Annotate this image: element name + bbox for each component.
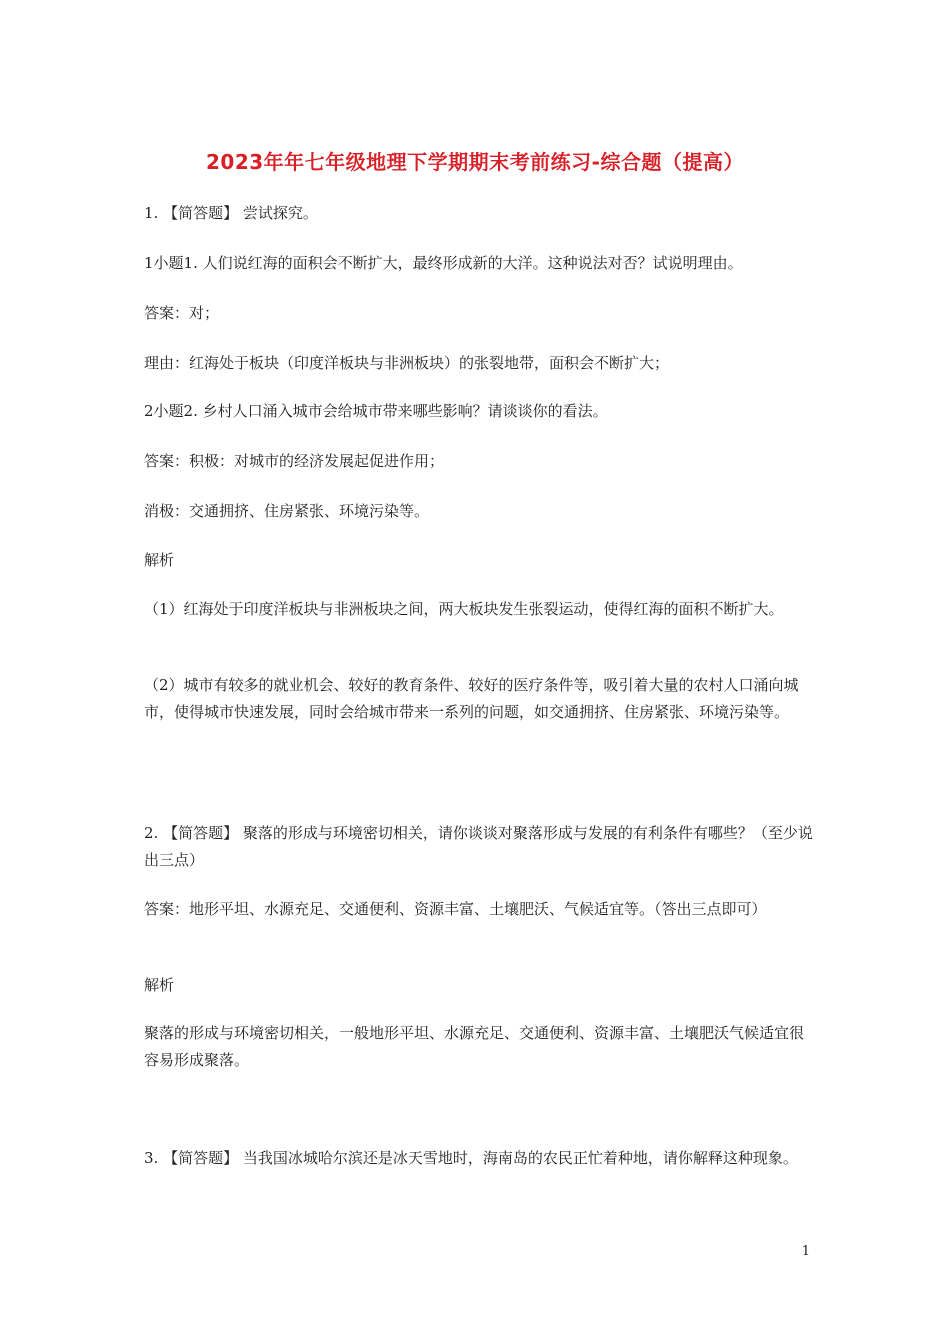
- question-2-analysis: 聚落的形成与环境密切相关，一般地形平坦、水源充足、交通便利、资源丰富、土壤肥沃气候适宜很容易形成聚落。: [144, 1024, 805, 1069]
- page-title: 2023年年七年级地理下学期期末考前练习-综合题（提高）: [206, 150, 744, 174]
- question-1-sub1-reason: 理由：红海处于板块（印度洋板块与非洲板块）的张裂地带，面积会不断扩大；: [144, 354, 670, 372]
- question-1-sub1-answer: 答案：对；: [144, 304, 220, 322]
- question-2-answer: 答案：地形平坦、水源充足、交通便利、资源丰富、土壤肥沃、气候适宜等。（答出三点即可）: [144, 900, 767, 918]
- question-1-analysis-2: （2）城市有较多的就业机会、较好的教育条件、较好的医疗条件等，吸引着大量的农村人口涌向城市，使得城市快速发展，同时会给城市带来一系列的问题，如交通拥挤、住房紧张、环境污染等。: [144, 676, 799, 721]
- question-1-sub2-negative: 消极：交通拥挤、住房紧张、环境污染等。: [144, 502, 430, 520]
- question-2-analysis-label: 解析: [144, 976, 175, 994]
- question-2-header: 2. 【简答题】 聚落的形成与环境密切相关，请你谈谈对聚落形成与发展的有利条件有哪些？（至少说出三点）: [144, 824, 813, 869]
- page-number: 1: [801, 1244, 810, 1259]
- question-3-header: 3. 【简答题】 当我国冰城哈尔滨还是冰天雪地时，海南岛的农民正忙着种地，请你解释这种现象。: [144, 1149, 798, 1167]
- question-1-sub2: 2小题2. 乡村人口涌入城市会给城市带来哪些影响？请谈谈你的看法。: [144, 402, 608, 420]
- question-1-sub2-answer: 答案：积极：对城市的经济发展起促进作用；: [144, 452, 445, 470]
- question-1-sub1: 1小题1. 人们说红海的面积会不断扩大，最终形成新的大洋。这种说法对否？试说明理由。: [144, 254, 743, 272]
- question-1-header: 1. 【简答题】 尝试探究。: [144, 204, 318, 222]
- question-1-analysis-label: 解析: [144, 551, 175, 569]
- question-1-analysis-1: （1）红海处于印度洋板块与非洲板块之间，两大板块发生张裂运动，使得红海的面积不断扩大。: [144, 600, 784, 618]
